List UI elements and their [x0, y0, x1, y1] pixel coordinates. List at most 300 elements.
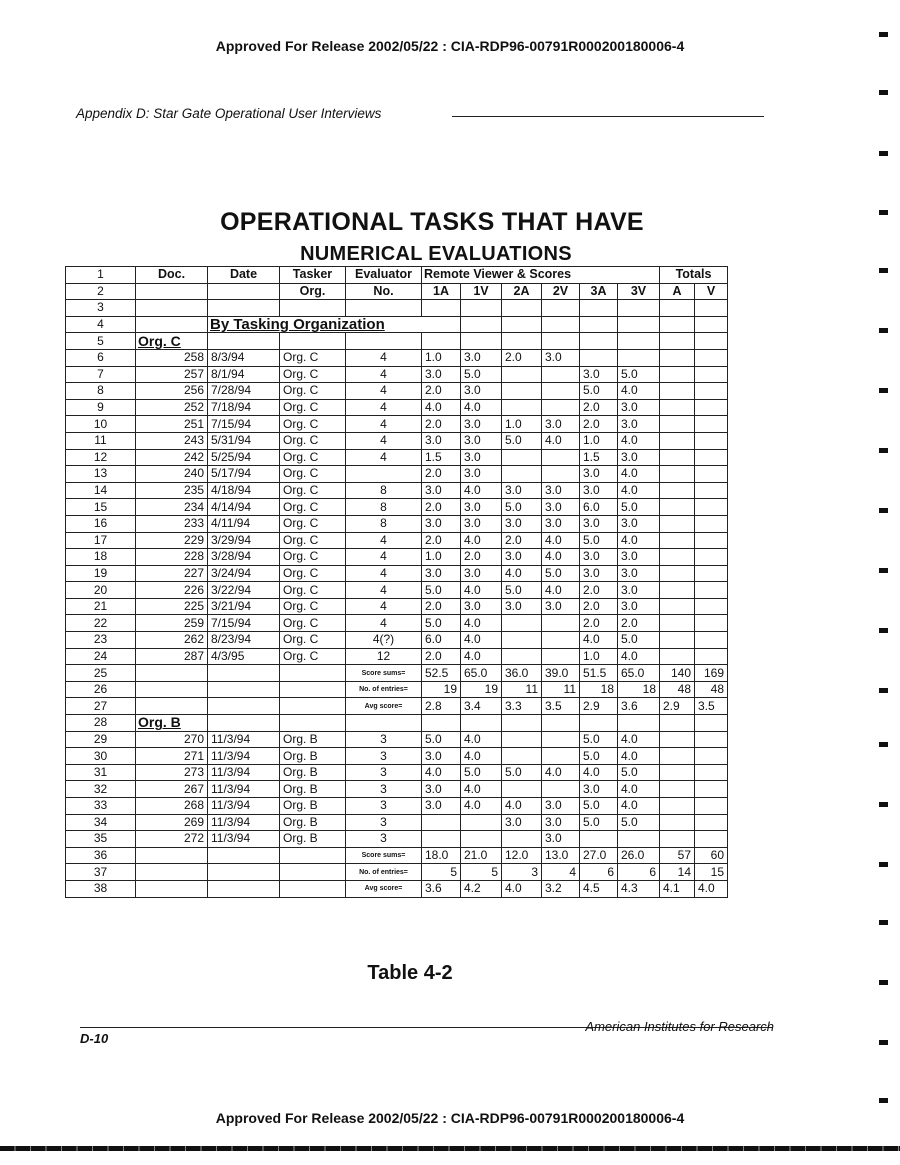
score-cell: 5.0 [461, 366, 502, 383]
date-cell: 4/3/95 [208, 648, 280, 665]
table-row [66, 731, 728, 748]
header-3v: 3V [618, 283, 660, 300]
date-cell: 7/18/94 [208, 399, 280, 416]
scan-mark [879, 268, 888, 273]
empty-cell [695, 532, 728, 549]
empty-cell [695, 632, 728, 649]
score-cell: 3.0 [542, 515, 580, 532]
score-cell: 4.0 [618, 532, 660, 549]
score-cell [542, 399, 580, 416]
empty-cell [136, 300, 208, 317]
row-number: 11 [66, 432, 136, 449]
score-cell: 5.0 [618, 814, 660, 831]
summary-value: 5 [422, 864, 461, 881]
score-cell: 3.0 [618, 598, 660, 615]
summary-value: 18 [618, 681, 660, 698]
row-number: 38 [66, 880, 136, 897]
score-cell: 3.0 [422, 798, 461, 815]
tasker-org-cell: Org. C [280, 582, 346, 599]
summary-row [66, 698, 728, 715]
table-row [66, 466, 728, 483]
summary-value: 4.5 [580, 880, 618, 897]
empty-cell [695, 316, 728, 333]
empty-cell [695, 731, 728, 748]
doc-cell: 225 [136, 598, 208, 615]
row-number: 4 [66, 316, 136, 333]
scan-mark [879, 32, 888, 37]
score-cell [542, 366, 580, 383]
score-cell: 4.0 [542, 549, 580, 566]
score-cell: 3.0 [542, 598, 580, 615]
header-tasker: Tasker [280, 267, 346, 284]
score-cell: 5.0 [502, 764, 542, 781]
empty-cell [660, 300, 695, 317]
table-body [66, 267, 728, 898]
total-a-value: 4.1 [660, 880, 695, 897]
score-cell: 5.0 [422, 582, 461, 599]
score-cell: 5.0 [422, 615, 461, 632]
header-2v: 2V [542, 283, 580, 300]
empty-cell [695, 764, 728, 781]
header-date: Date [208, 267, 280, 284]
header-1a: 1A [422, 283, 461, 300]
score-cell: 4.0 [618, 432, 660, 449]
doc-cell: 229 [136, 532, 208, 549]
empty-cell [580, 316, 618, 333]
score-cell: 3.0 [422, 515, 461, 532]
empty-cell [280, 698, 346, 715]
table-row [66, 532, 728, 549]
row-number: 32 [66, 781, 136, 798]
summary-value: 11 [542, 681, 580, 698]
empty-cell [695, 549, 728, 566]
score-cell: 4.0 [580, 632, 618, 649]
empty-cell [660, 449, 695, 466]
score-cell [422, 831, 461, 848]
scan-mark [879, 980, 888, 985]
score-cell: 4.0 [618, 383, 660, 400]
score-cell: 3.0 [580, 366, 618, 383]
total-v-value: 3.5 [695, 698, 728, 715]
score-cell: 5.0 [502, 499, 542, 516]
score-cell: 1.0 [502, 416, 542, 433]
doc-cell: 252 [136, 399, 208, 416]
score-cell: 3.0 [618, 449, 660, 466]
date-cell: 3/21/94 [208, 598, 280, 615]
score-cell [502, 781, 542, 798]
evaluator-cell: 8 [346, 499, 422, 516]
empty-cell [695, 349, 728, 366]
score-cell [461, 814, 502, 831]
score-cell: 5.0 [422, 731, 461, 748]
empty-cell [660, 814, 695, 831]
score-cell: 1.0 [422, 349, 461, 366]
score-cell: 3.0 [461, 416, 502, 433]
evaluator-cell: 3 [346, 748, 422, 765]
score-cell: 3.0 [580, 482, 618, 499]
org-section-label: Org. B [136, 715, 208, 732]
tasker-org-cell: Org. C [280, 366, 346, 383]
table-row [66, 316, 728, 333]
score-cell: 5.0 [618, 764, 660, 781]
score-cell: 3.0 [422, 565, 461, 582]
doc-cell: 226 [136, 582, 208, 599]
score-cell [502, 366, 542, 383]
empty-cell [542, 333, 580, 350]
tasker-org-cell: Org. B [280, 764, 346, 781]
scan-mark [879, 388, 888, 393]
row-number: 18 [66, 549, 136, 566]
empty-cell [695, 615, 728, 632]
evaluator-cell: 4 [346, 416, 422, 433]
summary-label: Score sums= [346, 665, 422, 682]
row-number: 22 [66, 615, 136, 632]
date-cell: 11/3/94 [208, 781, 280, 798]
empty-cell [280, 880, 346, 897]
scan-mark [879, 1040, 888, 1045]
score-cell: 1.0 [422, 549, 461, 566]
score-cell [502, 383, 542, 400]
row-number: 26 [66, 681, 136, 698]
empty-cell [695, 831, 728, 848]
summary-value: 65.0 [461, 665, 502, 682]
score-cell [580, 831, 618, 848]
doc-cell: 268 [136, 798, 208, 815]
empty-cell [660, 748, 695, 765]
score-cell [542, 615, 580, 632]
scan-mark [879, 151, 888, 156]
empty-cell [618, 333, 660, 350]
table-row [66, 798, 728, 815]
evaluator-cell: 4 [346, 399, 422, 416]
evaluator-cell: 12 [346, 648, 422, 665]
empty-cell [542, 300, 580, 317]
date-cell: 11/3/94 [208, 831, 280, 848]
row-number: 14 [66, 482, 136, 499]
tasker-org-cell: Org. B [280, 781, 346, 798]
table-row [66, 300, 728, 317]
score-cell: 4.0 [461, 648, 502, 665]
summary-value: 3.6 [422, 880, 461, 897]
score-cell: 5.0 [580, 532, 618, 549]
empty-cell [695, 366, 728, 383]
score-cell: 3.0 [461, 349, 502, 366]
tasker-org-cell: Org. C [280, 615, 346, 632]
tasker-org-cell: Org. C [280, 632, 346, 649]
empty-cell [502, 333, 542, 350]
row-number: 21 [66, 598, 136, 615]
score-cell: 2.0 [580, 416, 618, 433]
doc-cell: 269 [136, 814, 208, 831]
score-cell: 2.0 [618, 615, 660, 632]
score-cell: 4.0 [461, 615, 502, 632]
table-row [66, 499, 728, 516]
score-cell [422, 814, 461, 831]
score-cell: 5.0 [461, 764, 502, 781]
summary-row [66, 864, 728, 881]
row-number: 19 [66, 565, 136, 582]
evaluator-cell: 3 [346, 831, 422, 848]
summary-value: 5 [461, 864, 502, 881]
release-footer: Approved For Release 2002/05/22 : CIA-RDP96-00791R000200180006-4 [215, 1110, 685, 1126]
tasker-org-cell: Org. C [280, 399, 346, 416]
score-cell [580, 349, 618, 366]
empty-cell [208, 864, 280, 881]
evaluator-cell: 4(?) [346, 632, 422, 649]
score-cell: 3.0 [580, 565, 618, 582]
tasker-org-cell: Org. B [280, 798, 346, 815]
scan-mark [879, 508, 888, 513]
empty-cell [346, 300, 422, 317]
release-header: Approved For Release 2002/05/22 : CIA-RDP96-00791R000200180006-4 [215, 38, 685, 54]
header-blank [208, 283, 280, 300]
score-cell: 4.0 [618, 466, 660, 483]
table-row [66, 615, 728, 632]
summary-value: 3 [502, 864, 542, 881]
summary-value: 11 [502, 681, 542, 698]
summary-value: 4.2 [461, 880, 502, 897]
score-cell: 2.0 [422, 416, 461, 433]
score-cell [502, 466, 542, 483]
tasker-org-cell: Org. B [280, 731, 346, 748]
empty-cell [208, 698, 280, 715]
table-row [66, 416, 728, 433]
score-cell: 2.0 [422, 598, 461, 615]
header-row-2 [66, 283, 728, 300]
empty-cell [208, 847, 280, 864]
score-cell: 3.0 [422, 482, 461, 499]
summary-value: 3.2 [542, 880, 580, 897]
empty-cell [660, 482, 695, 499]
score-cell: 4.0 [461, 399, 502, 416]
score-cell: 3.0 [461, 598, 502, 615]
table-row [66, 565, 728, 582]
empty-cell [208, 715, 280, 732]
score-cell: 3.0 [542, 499, 580, 516]
score-cell: 3.0 [618, 399, 660, 416]
row-number: 36 [66, 847, 136, 864]
tasker-org-cell: Org. C [280, 648, 346, 665]
score-cell: 3.0 [618, 549, 660, 566]
empty-cell [660, 549, 695, 566]
summary-value: 18.0 [422, 847, 461, 864]
empty-cell [660, 798, 695, 815]
empty-cell [660, 316, 695, 333]
date-cell: 11/3/94 [208, 798, 280, 815]
row-number: 16 [66, 515, 136, 532]
row-number: 37 [66, 864, 136, 881]
score-cell: 2.0 [422, 532, 461, 549]
empty-cell [136, 847, 208, 864]
score-cell: 4.0 [502, 798, 542, 815]
empty-cell [660, 515, 695, 532]
summary-value: 2.9 [580, 698, 618, 715]
summary-value: 12.0 [502, 847, 542, 864]
tasker-org-cell: Org. C [280, 565, 346, 582]
evaluator-cell: 4 [346, 383, 422, 400]
score-cell [542, 748, 580, 765]
evaluator-cell [346, 466, 422, 483]
footer-organization: American Institutes for Research [585, 1019, 774, 1034]
tasker-org-cell: Org. C [280, 349, 346, 366]
table-row [66, 814, 728, 831]
tasker-org-cell: Org. C [280, 383, 346, 400]
tasker-org-cell: Org. C [280, 598, 346, 615]
score-cell: 3.0 [542, 798, 580, 815]
header-remote-viewer: Remote Viewer & Scores [422, 267, 660, 284]
summary-label: Score sums= [346, 847, 422, 864]
score-cell: 3.0 [618, 582, 660, 599]
summary-row [66, 665, 728, 682]
score-cell [502, 831, 542, 848]
header-no: No. [346, 283, 422, 300]
row-number: 15 [66, 499, 136, 516]
empty-cell [695, 449, 728, 466]
empty-cell [660, 715, 695, 732]
header-doc: Doc. [136, 267, 208, 284]
evaluations-table [65, 266, 728, 898]
header-total-v: V [695, 283, 728, 300]
score-cell: 2.0 [422, 499, 461, 516]
row-number: 2 [66, 283, 136, 300]
header-totals: Totals [660, 267, 728, 284]
summary-value: 3.3 [502, 698, 542, 715]
scan-mark [879, 448, 888, 453]
total-v-value: 15 [695, 864, 728, 881]
score-cell: 3.0 [580, 549, 618, 566]
scan-mark [879, 628, 888, 633]
score-cell: 4.0 [461, 582, 502, 599]
summary-value: 4 [542, 864, 580, 881]
summary-value: 6 [580, 864, 618, 881]
total-v-value: 48 [695, 681, 728, 698]
page-title-line2: NUMERICAL EVALUATIONS [300, 243, 572, 265]
empty-cell [461, 316, 502, 333]
doc-cell: 228 [136, 549, 208, 566]
empty-cell [660, 399, 695, 416]
total-v-value: 4.0 [695, 880, 728, 897]
date-cell: 7/15/94 [208, 416, 280, 433]
score-cell: 3.0 [618, 416, 660, 433]
tasker-org-cell: Org. C [280, 432, 346, 449]
empty-cell [136, 864, 208, 881]
total-a-value: 2.9 [660, 698, 695, 715]
total-a-value: 14 [660, 864, 695, 881]
table-row [66, 764, 728, 781]
score-cell: 3.0 [422, 781, 461, 798]
score-cell: 1.5 [422, 449, 461, 466]
score-cell: 2.0 [502, 532, 542, 549]
score-cell: 5.0 [502, 432, 542, 449]
score-cell: 3.0 [502, 482, 542, 499]
score-cell [618, 349, 660, 366]
empty-cell [695, 648, 728, 665]
score-cell [542, 449, 580, 466]
score-cell [461, 831, 502, 848]
empty-cell [695, 416, 728, 433]
summary-value: 19 [422, 681, 461, 698]
row-number: 13 [66, 466, 136, 483]
score-cell: 3.0 [580, 466, 618, 483]
empty-cell [461, 333, 502, 350]
table-row [66, 449, 728, 466]
date-cell: 5/31/94 [208, 432, 280, 449]
empty-cell [660, 532, 695, 549]
score-cell: 4.0 [542, 532, 580, 549]
empty-cell [695, 781, 728, 798]
doc-cell: 234 [136, 499, 208, 516]
table-row [66, 349, 728, 366]
doc-cell: 272 [136, 831, 208, 848]
evaluator-cell: 4 [346, 432, 422, 449]
doc-cell: 262 [136, 632, 208, 649]
summary-value: 26.0 [618, 847, 660, 864]
empty-cell [660, 764, 695, 781]
score-cell: 3.0 [461, 565, 502, 582]
tasker-org-cell: Org. B [280, 814, 346, 831]
row-number: 8 [66, 383, 136, 400]
score-cell: 2.0 [580, 598, 618, 615]
summary-value: 36.0 [502, 665, 542, 682]
empty-cell [660, 499, 695, 516]
empty-cell [695, 515, 728, 532]
table-row [66, 549, 728, 566]
score-cell: 3.0 [542, 416, 580, 433]
summary-value: 65.0 [618, 665, 660, 682]
score-cell [502, 615, 542, 632]
page-number: D-10 [80, 1031, 109, 1046]
empty-cell [695, 565, 728, 582]
score-cell: 4.0 [618, 482, 660, 499]
row-number: 25 [66, 665, 136, 682]
score-cell: 3.0 [461, 466, 502, 483]
score-cell: 4.0 [542, 764, 580, 781]
tasker-org-cell: Org. C [280, 549, 346, 566]
score-cell: 4.0 [461, 781, 502, 798]
table-row [66, 648, 728, 665]
score-cell: 4.0 [618, 781, 660, 798]
total-a-value: 140 [660, 665, 695, 682]
row-number: 17 [66, 532, 136, 549]
score-cell [502, 748, 542, 765]
empty-cell [422, 333, 461, 350]
score-cell: 5.0 [542, 565, 580, 582]
score-cell [502, 399, 542, 416]
empty-cell [208, 300, 280, 317]
header-total-a: A [660, 283, 695, 300]
scan-bar [0, 1146, 900, 1151]
header-row-1 [66, 267, 728, 284]
date-cell: 11/3/94 [208, 814, 280, 831]
empty-cell [280, 681, 346, 698]
row-number: 10 [66, 416, 136, 433]
row-number: 24 [66, 648, 136, 665]
evaluator-cell: 4 [346, 549, 422, 566]
evaluations-table-wrap [65, 266, 728, 898]
table-row [66, 781, 728, 798]
evaluator-cell: 3 [346, 781, 422, 798]
score-cell: 2.0 [580, 615, 618, 632]
scan-mark [879, 920, 888, 925]
empty-cell [695, 598, 728, 615]
evaluator-cell: 4 [346, 532, 422, 549]
row-number: 6 [66, 349, 136, 366]
doc-cell: 258 [136, 349, 208, 366]
row-number: 27 [66, 698, 136, 715]
score-cell: 3.0 [542, 831, 580, 848]
empty-cell [280, 665, 346, 682]
table-row [66, 333, 728, 350]
